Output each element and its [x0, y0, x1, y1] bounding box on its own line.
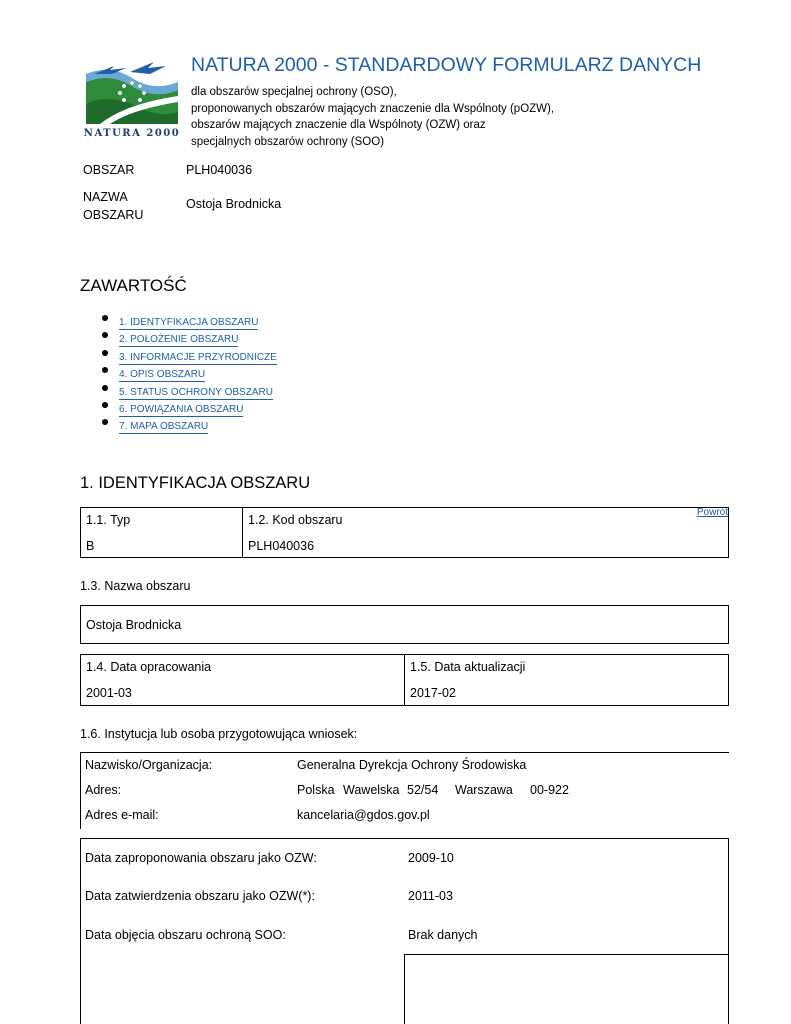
adres-street: Wawelska	[343, 783, 400, 797]
toc-item	[100, 347, 277, 364]
nazwa-label-line: NAZWA	[83, 190, 128, 204]
typ-value: B	[86, 539, 95, 553]
logo-text: NATURA 2000	[83, 128, 181, 139]
toc-link-status[interactable]: 5. STATUS OCHRONY OBSZARU	[119, 386, 273, 398]
typ-label: 1.1. Typ	[86, 513, 131, 527]
toc-item	[100, 312, 277, 329]
data-aktualizacji-label: 1.5. Data aktualizacji	[410, 660, 526, 674]
org-label: Nazwisko/Organizacja:	[85, 758, 213, 772]
adres-number: 52/54	[407, 783, 439, 797]
ozw-prop-value: 2009-10	[408, 851, 454, 865]
subtitle-line: obszarów mających znaczenie dla Wspólnoty (OZW) oraz	[191, 119, 486, 131]
section-1-heading: 1. IDENTYFIKACJA OBSZARU	[80, 474, 311, 492]
nazwa-label	[83, 188, 143, 224]
dates-table	[80, 654, 729, 706]
ozw-prop-label: Data zaproponowania obszaru jako OZW:	[85, 851, 317, 865]
subtitle-line: specjalnych obszarów ochrony (SOO)	[191, 135, 385, 148]
nazwa-obszaru-box	[80, 605, 729, 644]
data-opracowania-value: 2001-03	[86, 686, 132, 700]
toc-item	[100, 382, 277, 399]
instytucja-table	[80, 752, 729, 829]
email-value: kancelaria@gdos.gov.pl	[297, 808, 430, 822]
type-code-table	[80, 507, 729, 558]
adres-label: Adres:	[85, 783, 122, 797]
ozw-dates-table	[80, 838, 729, 1024]
obszar-value: PLH040036	[186, 163, 253, 177]
toc-list	[100, 312, 277, 434]
page-title: NATURA 2000 - STANDARDOWY FORMULARZ DANYCH	[191, 54, 702, 76]
toc-item	[100, 416, 277, 433]
toc-link-informacje[interactable]: 3. INFORMACJE PRZYRODNICZE	[119, 351, 277, 363]
subtitle	[191, 84, 554, 150]
toc-link-mapa[interactable]: 7. MAPA OBSZARU	[119, 421, 209, 433]
toc-link-opis[interactable]: 4. OPIS OBSZARU	[119, 369, 206, 381]
instytucja-heading: 1.6. Instytucja lub osoba przygotowująca wniosek:	[80, 727, 358, 741]
org-value: Generalna Dyrekcja Ochrony Środowiska	[297, 758, 527, 772]
toc-link-identyfikacja[interactable]: 1. IDENTYFIKACJA OBSZARU	[119, 317, 259, 328]
nazwa-obszaru-heading: 1.3. Nazwa obszaru	[80, 579, 191, 593]
toc-item	[100, 399, 277, 416]
subtitle-line: dla obszarów specjalnej ochrony (OSO),	[191, 86, 397, 98]
ozw-zatw-value: 2011-03	[408, 889, 453, 903]
adres-zip: 00-922	[530, 783, 569, 797]
soo-value: Brak danych	[408, 928, 478, 942]
nazwa-label-line: OBSZARU	[83, 208, 144, 222]
soo-label: Data objęcia obszaru ochroną SOO:	[85, 928, 286, 942]
kod-value: PLH040036	[248, 539, 315, 553]
adres-city: Warszawa	[455, 783, 513, 797]
toc-item	[100, 364, 277, 381]
email-label: Adres e-mail:	[85, 808, 159, 822]
nazwa-obszaru-value: Ostoja Brodnicka	[86, 618, 182, 632]
data-aktualizacji-value: 2017-02	[410, 686, 456, 700]
natura-2000-logo	[80, 52, 184, 142]
ozw-zatw-label: Data zatwierdzenia obszaru jako OZW(*):	[85, 889, 315, 903]
adres-country: Polska	[297, 783, 335, 797]
toc-heading: ZAWARTOŚĆ	[80, 276, 187, 295]
obszar-label: OBSZAR	[83, 163, 135, 177]
data-opracowania-label: 1.4. Data opracowania	[86, 660, 212, 674]
kod-label: 1.2. Kod obszaru	[248, 513, 343, 527]
toc-link-polozenie[interactable]: 2. POŁOŻENIE OBSZARU	[119, 334, 239, 346]
toc-item	[100, 329, 277, 346]
nazwa-value: Ostoja Brodnicka	[186, 197, 282, 211]
subtitle-line: proponowanych obszarów mających znaczenie dla Wspólnoty (pOZW),	[191, 102, 555, 115]
back-link[interactable]: Powrót	[696, 507, 728, 518]
toc-link-powiazania[interactable]: 6. POWIĄZANIA OBSZARU	[119, 403, 244, 415]
